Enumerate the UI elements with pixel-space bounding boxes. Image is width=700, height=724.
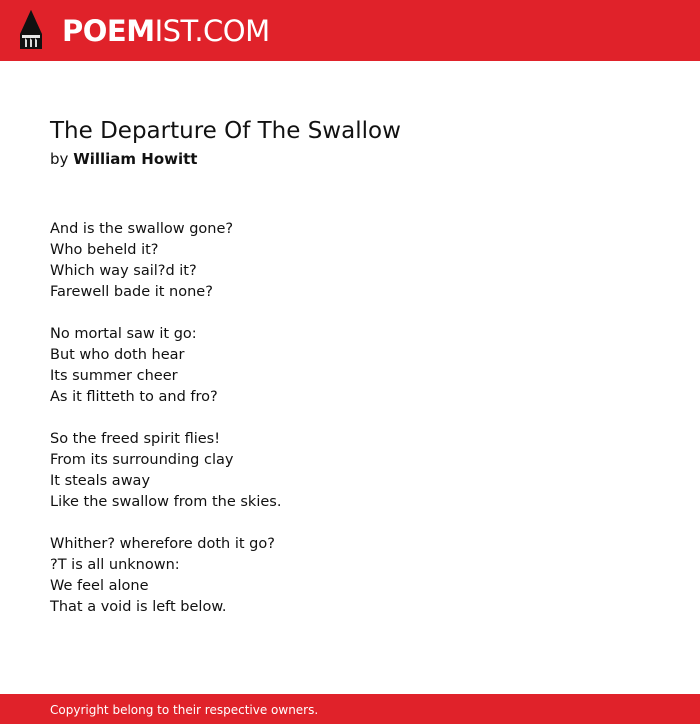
poem-line: As it flitteth to and fro? [50, 389, 218, 405]
by-label: by [50, 150, 69, 168]
poem-line: Farewell bade it none? [50, 284, 213, 300]
poem-line: From its surrounding clay [50, 452, 234, 468]
poem-line: So the freed spirit flies! [50, 431, 221, 447]
poem-line: ?T is all unknown: [50, 557, 180, 573]
site-logo-text[interactable] [62, 14, 270, 48]
stanza [50, 534, 281, 618]
site-header [0, 0, 700, 61]
poem-line: No mortal saw it go: [50, 326, 197, 342]
copyright-text: Copyright belong to their respective owners. [50, 703, 319, 717]
poem-line: And is the swallow gone? [50, 221, 234, 237]
poem-body [50, 219, 281, 618]
poem-line: Its summer cheer [50, 368, 178, 384]
brand-bold: POEM [62, 14, 155, 48]
poem-line: Which way sail?d it? [50, 263, 197, 279]
author-name: William Howitt [73, 150, 198, 168]
byline [50, 149, 197, 169]
stanza [50, 219, 281, 303]
pencil-icon[interactable] [18, 9, 44, 51]
poem-title: The Departure Of The Swallow [50, 118, 401, 144]
stanza [50, 324, 281, 408]
brand-light: IST.COM [154, 14, 270, 48]
poem-line: But who doth hear [50, 347, 185, 363]
poem-line: Who beheld it? [50, 242, 159, 258]
poem-line: That a void is left below. [50, 599, 227, 615]
stanza [50, 429, 281, 513]
poem-line: We feel alone [50, 578, 149, 594]
poem-line: Like the swallow from the skies. [50, 494, 282, 510]
site-footer [0, 694, 700, 724]
poem-line: Whither? wherefore doth it go? [50, 536, 275, 552]
poem-line: It steals away [50, 473, 151, 489]
